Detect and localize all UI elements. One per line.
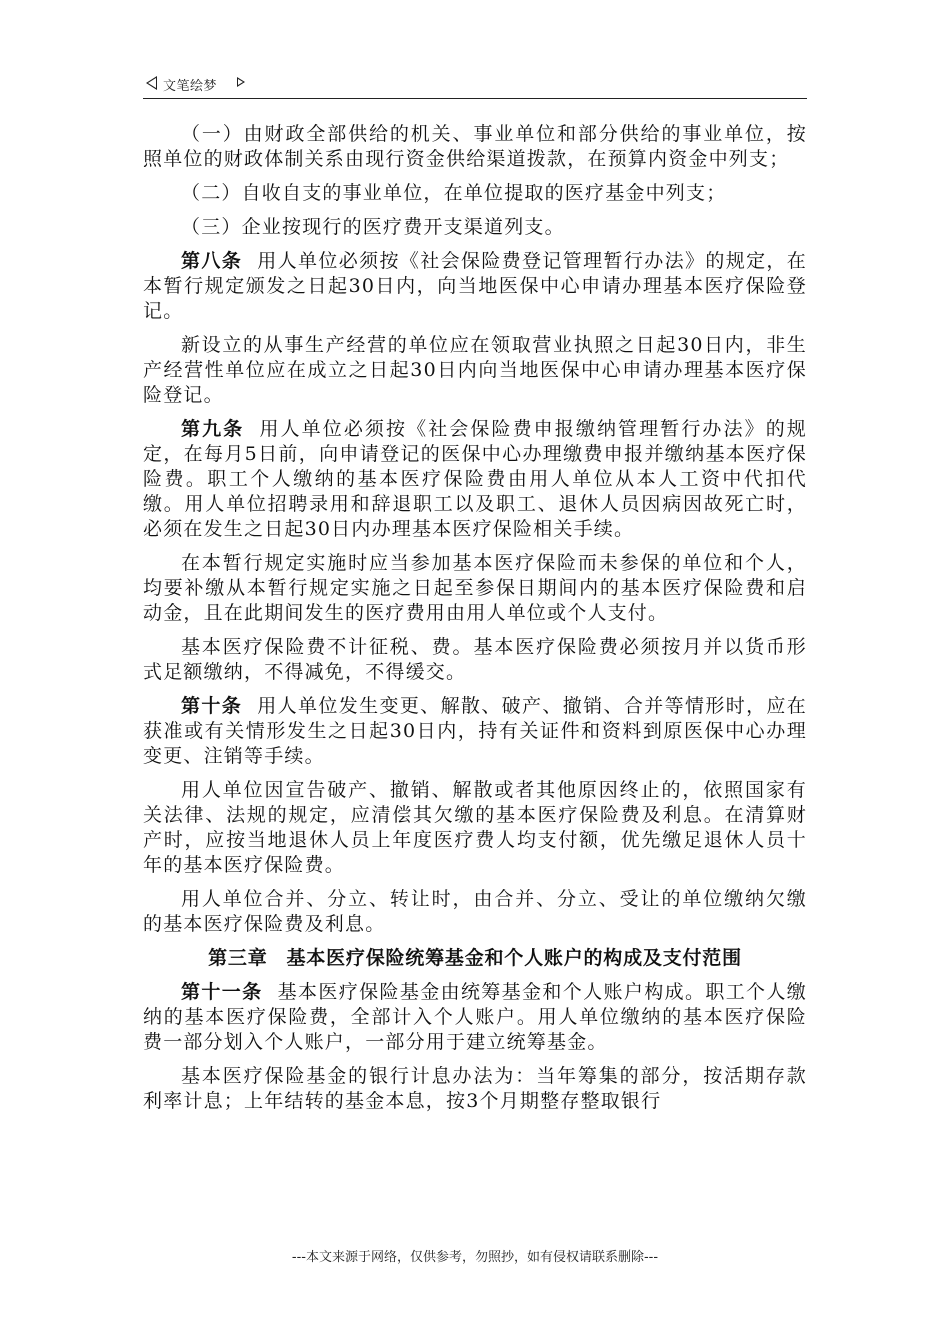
paragraph-item-3: （三）企业按现行的医疗费开支渠道列支。 [181,216,565,238]
article-8-text: 用人单位必须按《社会保险费登记管理暂行办法》的规定，在本暂行规定颁发之日起30日内，向当地医保中心申请办理基本医疗保险登记。 [143,250,807,322]
document-body [143,122,807,1123]
paragraph-back-payment: 在本暂行规定实施时应当参加基本医疗保险而未参保的单位和个人，均要补缴从本暂行规定实施之日起至参保日期间内的基本医疗保险费和启动金，且在此期间发生的医疗费用由用人单位或个人支付。 [143,552,807,624]
paragraph-interest: 基本医疗保险基金的银行计息办法为：当年筹集的部分，按活期存款利率计息；上年结转的基金本息，按3个月期整存整取银行 [143,1065,807,1112]
paragraph-item-1: （一）由财政全部供给的机关、事业单位和部分供给的事业单位，按照单位的财政体制关系由现行资金供给渠道拨款，在预算内资金中列支； [143,123,807,170]
paragraph-merger: 用人单位合并、分立、转让时，由合并、分立、受让的单位缴纳欠缴的基本医疗保险费及利息。 [143,888,807,935]
chapter-heading [143,946,807,971]
triangle-left-icon [146,76,157,90]
paragraph-bankruptcy: 用人单位因宣告破产、撤销、解散或者其他原因终止的，依照国家有关法律、法规的规定，应清偿其欠缴的基本医疗保险费及利息。在清算财产时，应按当地退休人员上年度医疗费人均支付额，优先缴足退休人员十年的基本医疗保险费。 [143,779,807,876]
article-9-text: 用人单位必须按《社会保险费申报缴纳管理暂行办法》的规定，在每月5日前，向申请登记的医保中心办理缴费申报并缴纳基本医疗保险费。职工个人缴纳的基本医疗保险费由用人单位从本人工资中代扣代缴。用人单位招聘录用和辞退职工以及职工、退休人员因病因故死亡时，必须在发生之日起30日内办理基本医疗保险相关手续。 [143,418,807,540]
page-header [143,72,807,99]
article-8-label: 第八条 [181,250,243,272]
header-title: 文笔绘梦 [163,79,218,94]
article-10-label: 第十条 [181,695,243,717]
paragraph-new-units: 新设立的从事生产经营的单位应在领取营业执照之日起30日内，非生产经营性单位应在成立之日起30日内向当地医保中心申请办理基本医疗保险登记。 [143,334,807,406]
article-9-label: 第九条 [181,418,245,440]
article-9 [143,417,807,542]
article-8 [143,249,807,324]
article-11 [143,980,807,1055]
chapter-title: 基本医疗保险统筹基金和个人账户的构成及支付范围 [286,947,742,969]
paragraph-tax-exempt: 基本医疗保险费不计征税、费。基本医疗保险费必须按月并以货币形式足额缴纳，不得减免，不得缓交。 [143,636,807,683]
triangle-right-icon [237,77,245,87]
article-10-text: 用人单位发生变更、解散、破产、撤销、合并等情形时，应在获准或有关情形发生之日起30日内，持有关证件和资料到原医保中心办理变更、注销等手续。 [143,695,807,767]
page-footer: ---本文来源于网络，仅供参考，勿照抄，如有侵权请联系删除--- [291,1250,659,1265]
article-11-label: 第十一条 [181,981,263,1003]
article-10 [143,694,807,769]
chapter-number: 第三章 [208,947,268,969]
paragraph-item-2: （二）自收自支的事业单位，在单位提取的医疗基金中列支； [181,182,727,204]
article-11-text: 基本医疗保险基金由统筹基金和个人账户构成。职工个人缴纳的基本医疗保险费，全部计入个人账户。用人单位缴纳的基本医疗保险费一部分划入个人账户，一部分用于建立统筹基金。 [143,981,807,1053]
